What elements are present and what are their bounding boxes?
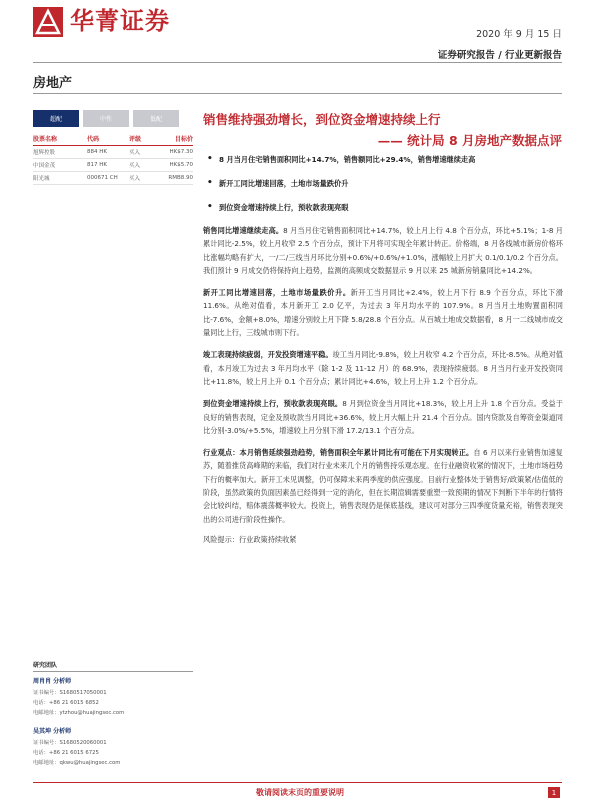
- rating-tab-neutral: 中性: [83, 110, 129, 127]
- stock-rating: 买入: [129, 176, 141, 182]
- col-stock-name: 股票名称: [33, 136, 58, 143]
- bullet-text: 到位资金增速持续上行，预收款表现亮眼: [219, 203, 349, 212]
- col-rating: 评级: [129, 136, 142, 143]
- paragraph-funding: [203, 397, 563, 437]
- stock-name: 旭辉控股: [33, 150, 56, 156]
- paragraph-completions: [203, 348, 563, 388]
- list-item: [207, 155, 562, 179]
- paragraph-text: 自 6 月以来行业销售加速复苏，随着推货高峰期的来临，我们对行业未来几个月的销售持乐观态度。在行业融资收紧的情况下，土地市场趋势下行的概率加大。新开工未见调整，仍可保障未来两季度的供应强度。目前行业整体处于销售好/政策紧/估值低的阶段，虽然政策的负面因素虽已经得到一定的消化，但在长期渲辑需要重塑一致预期的情况下判断下半年的行情将会比较纠结，赔体震荡概率较大。投资上，销售表现仍是保底基线，建议可对部分三四季度货量充裕，销售表现突出的公司进行阶段性操作。: [203, 448, 563, 524]
- report-date: 2020 年 9 月 15 日: [476, 29, 562, 40]
- list-item: [207, 179, 562, 203]
- paragraph-lead: 竣工表现持续疲弱，开发投资增速平稳。: [203, 350, 333, 360]
- bullet-icon: •: [207, 178, 213, 188]
- paragraph-lead: 行业观点：本月销售延续强劲趋势，销售面积全年累计同比有可能在下月实现转正。: [203, 448, 474, 458]
- analyst-email[interactable]: 电邮地址：ytzhou@huajingsec.com: [33, 710, 125, 716]
- footer-divider: [33, 782, 562, 783]
- paragraph-lead: 新开工同比增速回落，土地市场量跌价升。: [203, 288, 351, 298]
- paragraph-text: 新开工当月同比+2.4%，较上月下行 8.9 个百分点，环比下滑 11.6%。从绝对值看，本月新开工 2.0 亿平，为过去 3 年月均水平的 107.9%。8 月当月土地购置面积同比-7.6%，金额+8.0%，增速分别较上月下降 5.8/28.8 个百分点。从百城土地成交数据看，8 月一二线城市成交量同比上行，三线城市则下行。: [203, 288, 563, 338]
- footer-disclaimer: 敬请阅读末页的重要说明: [256, 788, 344, 797]
- stock-name: 阳光城: [33, 176, 50, 182]
- key-points: [207, 155, 562, 227]
- stock-table-header: [33, 134, 193, 146]
- header-divider: [33, 62, 562, 63]
- bullet-text: 8 月当月住宅销售面积同比+14.7%，销售额同比+29.4%，销售增速继续走高: [219, 155, 476, 164]
- analyst-name: 吴其坤 分析师: [33, 728, 72, 735]
- stock-code: 817 HK: [87, 162, 107, 168]
- bullet-icon: •: [207, 202, 213, 212]
- stock-rating: 买入: [129, 163, 141, 169]
- stock-name: 中国金茂: [33, 163, 56, 169]
- paragraph-new-starts: [203, 286, 563, 339]
- table-row: [33, 159, 193, 172]
- analyst-phone: 电话：+86 21 6015 6725: [33, 750, 99, 756]
- analyst-phone: 电话：+86 21 6015 6852: [33, 700, 99, 706]
- stock-code: 000671 CH: [87, 175, 118, 181]
- paragraph-text: 8 月当月住宅销售面积同比+14.7%，较上月上行 4.8 个百分点，环比+5.1%；1-8 月累计同比-2.5%，较上月收窄 2.5 个百分点，预计下月将可实现全年累计转正。价格端，8 月各线城市新房价格环比涨幅均略有扩大，一/二/三线当月环比分别+0.6%/+0.6%/+1.0%，涨幅较上月扩大 0.1/0.1/0.2 个百分点。我们预计 9 月成交仍将保持向上趋势，监测的高频成交数据显示 9 月以来 25 城新房销量同比+14.2%。: [203, 226, 563, 275]
- paragraph-lead: 到位资金增速持续上行，预收款表现亮眼。: [203, 399, 343, 409]
- brand-logo: [33, 7, 63, 37]
- stock-target: RMB8.90: [168, 175, 193, 181]
- stock-target: HK$7.30: [169, 149, 193, 155]
- table-row: [33, 146, 193, 159]
- rating-tab-overweight: 超配: [33, 110, 79, 127]
- paragraph-sales: [203, 224, 563, 277]
- analyst-name: 周肖肖 分析师: [33, 678, 72, 685]
- page-number: 1: [548, 787, 560, 798]
- report-subtitle: —— 统计局 8 月房地产数据点评: [377, 133, 562, 148]
- team-title: 研究团队: [33, 660, 193, 672]
- analyst-cert: 证书编号：S1680517050001: [33, 690, 107, 696]
- analyst-cert: 证书编号：S1680520060001: [33, 740, 107, 746]
- stock-target: HK$5.70: [169, 162, 193, 168]
- paragraph-text: 竣工当月同比-9.8%，较上月收窄 4.2 个百分点，环比-8.5%。从绝对值看，本月竣工为过去 3 年月均水平（除 1-2 及 11-12 月）的 68.9%，表现持续疲弱。8 月当月行业开发投资同比+11.8%，较上月上升 0.1 个百分点；累计同比+4.6%，较上月上升 1.2 个百分点。: [203, 350, 563, 386]
- rating-tab-underweight: 低配: [133, 110, 179, 127]
- bullet-icon: •: [207, 154, 213, 164]
- col-code: 代码: [87, 136, 100, 143]
- paragraph-industry-view: [203, 446, 563, 526]
- analyst-email[interactable]: 电邮地址：qkwu@huajingsec.com: [33, 760, 121, 766]
- col-target-price: 目标价: [174, 136, 193, 143]
- bullet-text: 新开工同比增速回落，土地市场量跌价升: [219, 179, 349, 188]
- analyst-card: [33, 726, 193, 768]
- brand-name: 华菁证券: [70, 7, 170, 35]
- report-body: [203, 224, 563, 545]
- rating-tabs: [33, 110, 183, 127]
- sector-title: 房地产: [33, 76, 73, 91]
- research-team: [33, 660, 193, 776]
- stock-table: [33, 134, 193, 185]
- table-row: [33, 172, 193, 185]
- risk-warning: 风险提示：行业政策持续收紧: [203, 534, 297, 544]
- report-type: 证券研究报告 / 行业更新报告: [437, 50, 562, 61]
- paragraph-text: 8 月到位资金当月同比+18.3%，较上月上升 1.8 个百分点。受益于良好的销售表现，定金及预收款当月同比+36.6%，较上月大幅上升 21.4 个百分点。国内贷款及自筹资金渠道同比分别-3.0%/+5.5%，增速较上月分别下滑 17.2/13.1 个百分点。: [203, 399, 563, 435]
- analyst-card: [33, 676, 193, 718]
- stock-rating: 买入: [129, 150, 141, 156]
- sector-divider: [33, 93, 562, 94]
- report-title: 销售维持强劲增长，到位资金增速持续上行: [203, 112, 441, 127]
- stock-code: 884 HK: [87, 149, 107, 155]
- paragraph-lead: 销售同比增速继续走高。: [203, 226, 284, 235]
